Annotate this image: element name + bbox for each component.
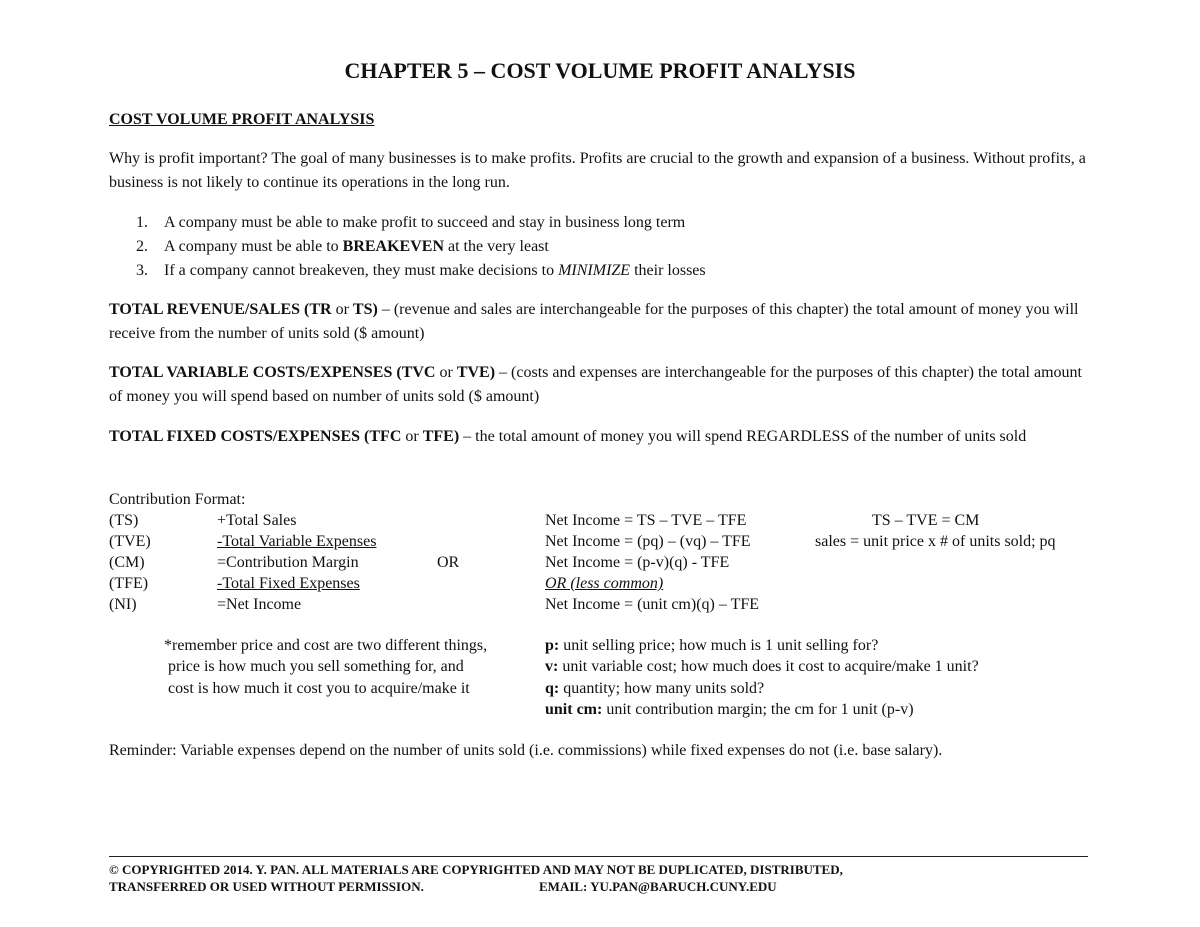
list-text: If a company cannot breakeven, they must make decisions to bbox=[164, 262, 559, 279]
contribution-label: +Total Sales bbox=[217, 512, 297, 529]
definition-term: TS) bbox=[352, 301, 378, 318]
remember-note: *remember price and cost are two different things, bbox=[164, 637, 488, 654]
list-number: 1. bbox=[136, 214, 148, 231]
variable-text: unit contribution margin; the cm for 1 unit (p-v) bbox=[602, 701, 914, 718]
remember-note: cost is how much it cost you to acquire/make it bbox=[168, 680, 470, 697]
definition-total-revenue bbox=[109, 298, 1094, 346]
footer-copyright: © COPYRIGHTED 2014. Y. PAN. ALL MATERIALS ARE COPYRIGHTED AND MAY NOT BE DUPLICATED, DISTRIBUTED, bbox=[109, 862, 843, 877]
remember-note: price is how much you sell something for, and bbox=[168, 658, 464, 675]
contribution-heading: Contribution Format: bbox=[109, 491, 246, 508]
list-item bbox=[136, 259, 706, 283]
list-item bbox=[136, 235, 706, 259]
contribution-abbr: (TVE) bbox=[109, 533, 151, 550]
net-income-formula: Net Income = (unit cm)(q) – TFE bbox=[545, 596, 760, 613]
list-item bbox=[136, 211, 706, 235]
contribution-label: -Total Fixed Expenses bbox=[217, 575, 360, 592]
definition-term: TOTAL FIXED COSTS/EXPENSES (TFC bbox=[109, 428, 402, 445]
variable-definition bbox=[545, 636, 878, 656]
definition-term: TVE) bbox=[456, 364, 496, 381]
or-less-common: OR (less common) bbox=[545, 575, 664, 592]
contribution-abbr: (CM) bbox=[109, 554, 145, 571]
definition-or: or bbox=[401, 428, 423, 445]
sales-formula: sales = unit price x # of units sold; pq bbox=[815, 533, 1056, 550]
definition-or: or bbox=[331, 301, 353, 318]
definition-text: – (revenue and sales are interchangeable for the purposes of this chapter) the total amount of money you will receive from the number of units sold ($ amount) bbox=[109, 301, 1079, 342]
variable-key: v: bbox=[545, 658, 559, 675]
variable-text: unit selling price; how much is 1 unit selling for? bbox=[559, 637, 879, 654]
contribution-label: -Total Variable Expenses bbox=[217, 533, 377, 550]
breakeven-emphasis: BREAKEVEN bbox=[342, 238, 444, 255]
profit-list bbox=[136, 211, 706, 283]
definition-total-variable-costs bbox=[109, 361, 1094, 409]
list-number: 2. bbox=[136, 238, 148, 255]
definition-term: TOTAL VARIABLE COSTS/EXPENSES (TVC bbox=[109, 364, 436, 381]
section-heading: COST VOLUME PROFIT ANALYSIS bbox=[109, 111, 375, 128]
or-label: OR bbox=[437, 554, 460, 571]
definition-text: – the total amount of money you will spend REGARDLESS of the number of units sold bbox=[459, 428, 1027, 445]
list-text: at the very least bbox=[444, 238, 549, 255]
definition-text: – (costs and expenses are interchangeable for the purposes of this chapter) the total amount of money you will spend based on number of units sold ($ amount) bbox=[109, 364, 1082, 405]
definition-total-fixed-costs bbox=[109, 425, 1094, 449]
footer-copyright: TRANSFERRED OR USED WITHOUT PERMISSION. bbox=[109, 879, 424, 894]
reminder-text: Reminder: Variable expenses depend on the number of units sold (i.e. commissions) while fixed expenses do not (i.e. base salary). bbox=[109, 742, 943, 759]
variable-key: q: bbox=[545, 680, 560, 697]
net-income-formula: Net Income = (p-v)(q) - TFE bbox=[545, 554, 730, 571]
cm-formula: TS – TVE = CM bbox=[872, 512, 980, 529]
footer-divider bbox=[109, 856, 1088, 857]
contribution-abbr: (NI) bbox=[109, 596, 137, 613]
variable-text: unit variable cost; how much does it cost to acquire/make 1 unit? bbox=[558, 658, 979, 675]
variable-text: quantity; how many units sold? bbox=[559, 680, 765, 697]
footer-email: EMAIL: YU.PAN@BARUCH.CUNY.EDU bbox=[539, 879, 777, 894]
net-income-formula: Net Income = (pq) – (vq) – TFE bbox=[545, 533, 751, 550]
list-number: 3. bbox=[136, 262, 148, 279]
variable-definition bbox=[545, 657, 979, 677]
contribution-abbr: (TS) bbox=[109, 512, 139, 529]
minimize-emphasis: MINIMIZE bbox=[558, 262, 631, 279]
list-text: A company must be able to make profit to succeed and stay in business long term bbox=[164, 214, 686, 231]
intro-paragraph: Why is profit important? The goal of many businesses is to make profits. Profits are crucial to the growth and expansion of a business. Without profits, a business is not likely to continue its operations in the long run. bbox=[109, 150, 1086, 191]
definition-term: TFE) bbox=[422, 428, 460, 445]
variable-key: unit cm: bbox=[545, 701, 603, 718]
page-title: CHAPTER 5 – COST VOLUME PROFIT ANALYSIS bbox=[344, 58, 856, 83]
definition-or: or bbox=[435, 364, 457, 381]
list-text: A company must be able to bbox=[164, 238, 343, 255]
net-income-formula: Net Income = TS – TVE – TFE bbox=[545, 512, 747, 529]
contribution-label: =Net Income bbox=[217, 596, 302, 613]
variable-definition bbox=[545, 679, 764, 699]
variable-key: p: bbox=[545, 637, 560, 654]
variable-definition bbox=[545, 700, 914, 720]
definition-term: TOTAL REVENUE/SALES (TR bbox=[109, 301, 332, 318]
list-text: their losses bbox=[630, 262, 706, 279]
contribution-abbr: (TFE) bbox=[109, 575, 149, 592]
contribution-label: =Contribution Margin bbox=[217, 554, 359, 571]
